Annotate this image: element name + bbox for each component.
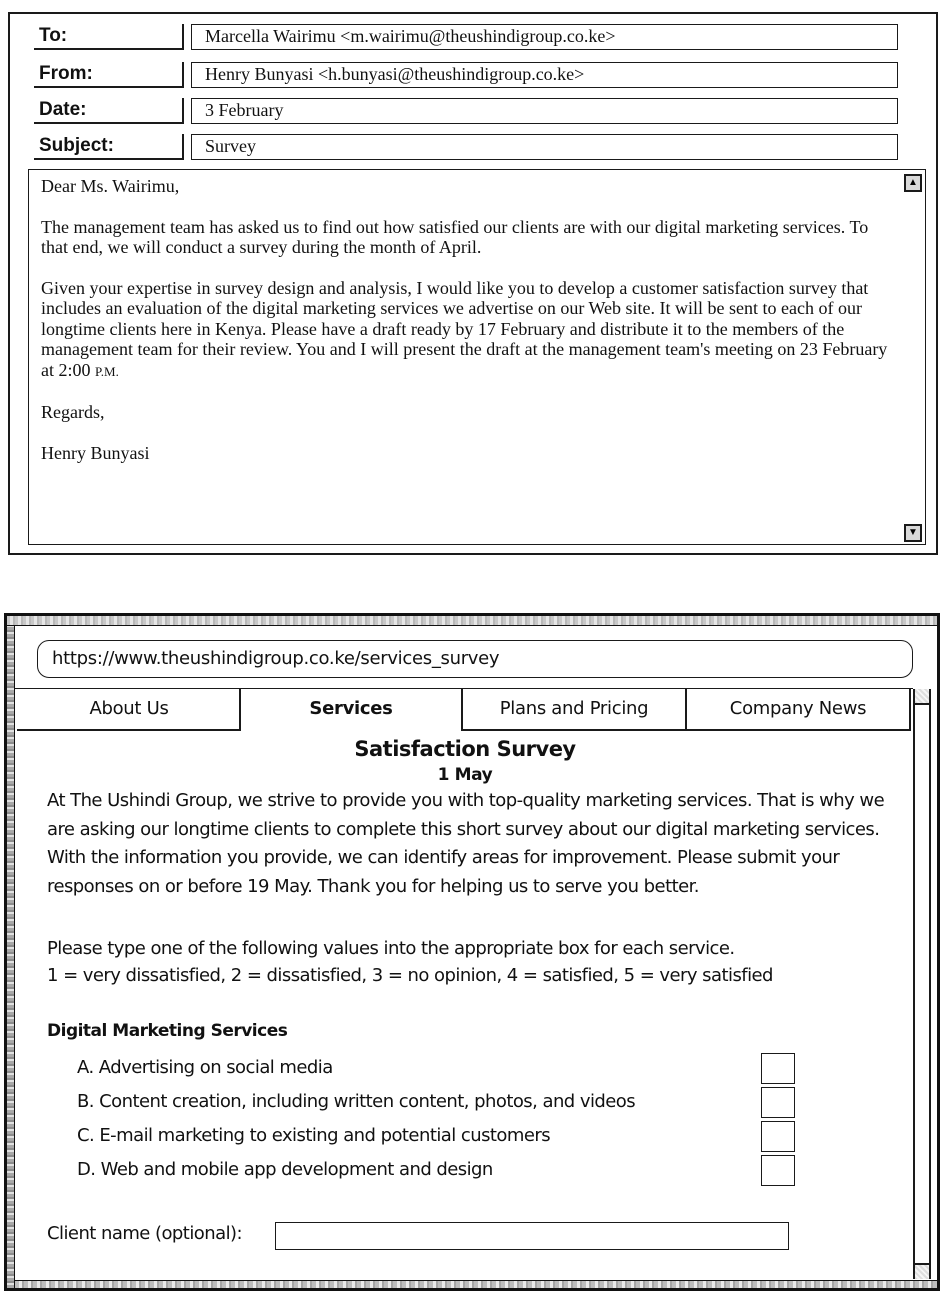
- browser-left-frame: [7, 626, 15, 1288]
- address-bar[interactable]: https://www.theushindigroup.co.ke/services_survey: [37, 640, 913, 678]
- date-field[interactable]: 3 February: [191, 98, 898, 124]
- client-name-input[interactable]: [275, 1222, 789, 1250]
- scroll-down-button[interactable]: [904, 524, 922, 542]
- to-label: To:: [34, 24, 184, 50]
- scroll-up-arrow-icon: ▲: [908, 177, 918, 188]
- survey-item-label: C. E-mail marketing to existing and potential customers: [77, 1125, 551, 1146]
- tab-about-us[interactable]: About Us: [17, 689, 241, 731]
- browser-title-strip: [7, 616, 937, 626]
- browser-window: [4, 613, 940, 1291]
- page-scroll-up-button[interactable]: [915, 689, 929, 705]
- tab-company-news[interactable]: Company News: [687, 689, 911, 731]
- browser-bottom-frame: [15, 1280, 937, 1288]
- subject-field[interactable]: Survey: [191, 134, 898, 160]
- instruction-text: Please type one of the following values into the appropriate box for each service.: [47, 938, 735, 959]
- survey-intro: At The Ushindi Group, we strive to provide you with top-quality marketing services. That is why we are asking our longtime clients to complete this short survey about our digital marketing services. With the information you provide, we can identify areas for improvement. Please submit your responses on or before 19 May. Thank you for helping us to serve you better.: [47, 790, 885, 897]
- page-scrollbar[interactable]: [913, 689, 931, 1279]
- survey-item: [77, 1087, 797, 1121]
- subject-label: Subject:: [34, 134, 184, 160]
- tab-plans-and-pricing[interactable]: Plans and Pricing: [463, 689, 687, 731]
- rating-input-b[interactable]: [761, 1087, 795, 1118]
- rating-input-d[interactable]: [761, 1155, 795, 1186]
- survey-item: [77, 1053, 797, 1087]
- from-field[interactable]: Henry Bunyasi <h.bunyasi@theushindigroup.co.ke>: [191, 62, 898, 88]
- survey-item: [77, 1155, 797, 1189]
- survey-item-label: B. Content creation, including written content, photos, and videos: [77, 1091, 636, 1112]
- subject-row: [34, 134, 904, 160]
- section-title: Digital Marketing Services: [47, 1021, 288, 1041]
- to-row: [34, 24, 904, 50]
- email-greeting: Dear Ms. Wairimu,: [41, 176, 180, 196]
- date-label: Date:: [34, 98, 184, 124]
- page-scroll-down-button[interactable]: [915, 1263, 929, 1279]
- email-time-suffix: P.M.: [95, 363, 119, 379]
- to-field[interactable]: Marcella Wairimu <m.wairimu@theushindigroup.co.ke>: [191, 24, 898, 50]
- email-signature: Henry Bunyasi: [41, 442, 150, 463]
- scroll-down-arrow-icon: ▼: [908, 527, 918, 538]
- survey-item: [77, 1121, 797, 1155]
- date-row: [34, 98, 904, 124]
- email-paragraph-2-text: Given your expertise in survey design and analysis, I would like you to develop a customer satisfaction survey that includes an evaluation of the digital marketing services we advertise on our Web site. It will be sent to each of our longtime clients here in Kenya. Please have a draft ready by 17 February and distribute it to the members of the management team for their review. You and I will present the draft at the management team's meeting on 23 February at 2:00: [41, 277, 888, 380]
- rating-scale-text: 1 = very dissatisfied, 2 = dissatisfied, 3 = no opinion, 4 = satisfied, 5 = very satisfied: [47, 965, 773, 986]
- client-name-label: Client name (optional):: [47, 1223, 243, 1244]
- email-paragraph-1: The management team has asked us to find out how satisfied our clients are with our digital marketing services. To that end, we will conduct a survey during the month of April.: [41, 216, 869, 257]
- email-body[interactable]: [28, 169, 926, 545]
- rating-input-a[interactable]: [761, 1053, 795, 1084]
- survey-item-label: A. Advertising on social media: [77, 1057, 333, 1078]
- email-window: [8, 12, 938, 555]
- tab-services[interactable]: Services: [239, 689, 463, 731]
- from-label: From:: [34, 62, 184, 88]
- scroll-up-button[interactable]: [904, 174, 922, 192]
- email-paragraph-2: [41, 278, 891, 383]
- survey-title: Satisfaction Survey: [354, 737, 576, 761]
- survey-instructions: [47, 935, 907, 989]
- rating-input-c[interactable]: [761, 1121, 795, 1152]
- email-closing: Regards,: [41, 402, 105, 422]
- site-nav-tabs: [17, 689, 913, 731]
- survey-item-label: D. Web and mobile app development and design: [77, 1159, 493, 1180]
- survey-page: [17, 731, 913, 1276]
- email-body-text: [41, 176, 891, 483]
- survey-date: 1 May: [437, 765, 493, 785]
- from-row: [34, 62, 904, 88]
